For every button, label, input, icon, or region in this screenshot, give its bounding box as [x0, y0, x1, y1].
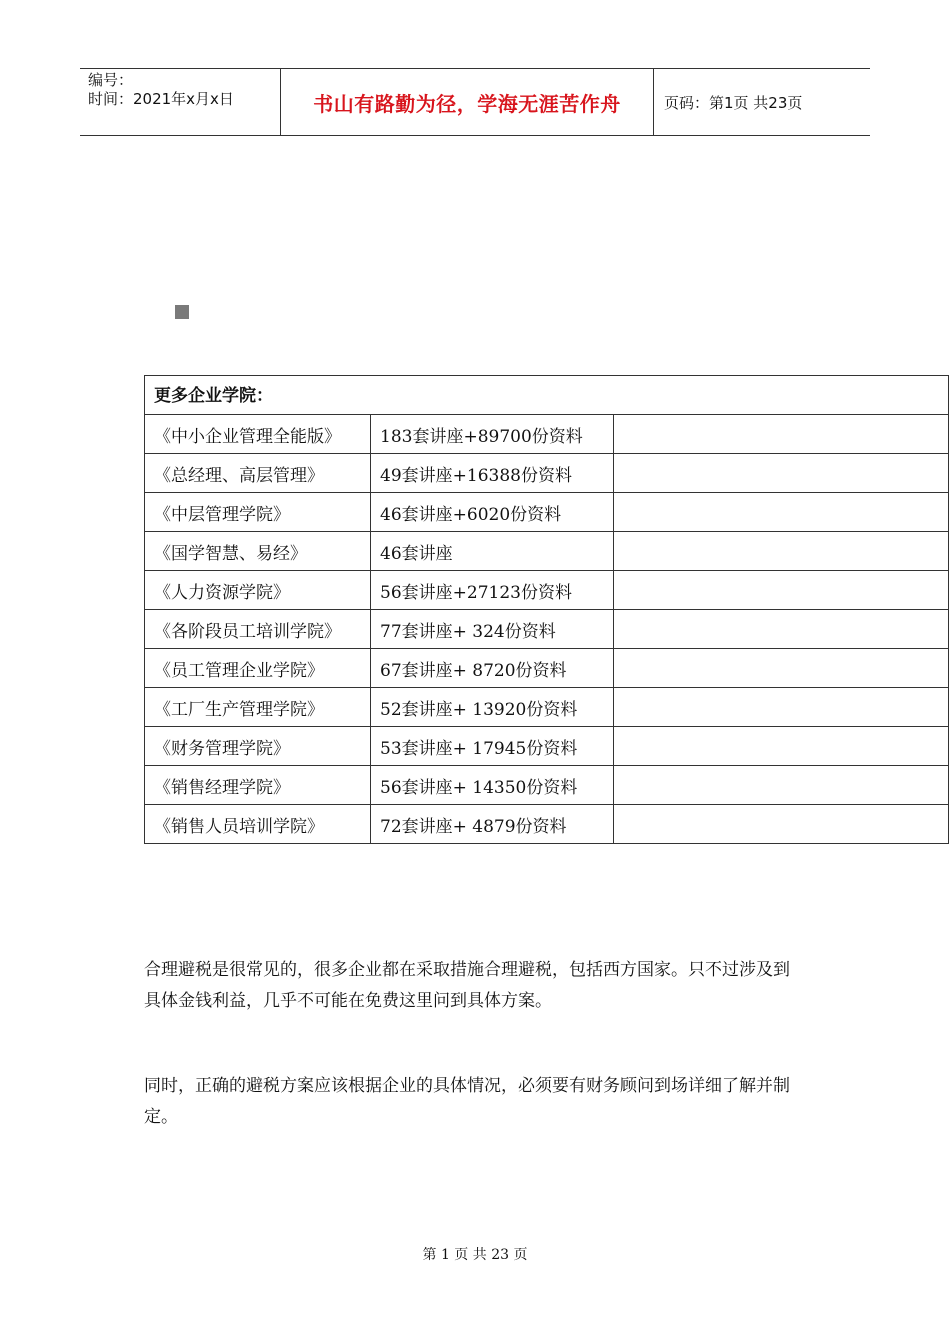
- course-extra-cell: [614, 649, 949, 688]
- course-extra-cell: [614, 571, 949, 610]
- table-row: [145, 805, 949, 844]
- course-name-cell: 《财务管理学院》: [145, 727, 371, 766]
- course-name-cell: 《各阶段员工培训学院》: [145, 610, 371, 649]
- course-desc-cell: 46套讲座: [371, 532, 614, 571]
- course-desc-cell: 52套讲座+ 13920份资料: [371, 688, 614, 727]
- course-extra-cell: [614, 454, 949, 493]
- course-extra-cell: [614, 532, 949, 571]
- course-name-cell: 《人力资源学院》: [145, 571, 371, 610]
- course-extra-cell: [614, 415, 949, 454]
- table-row: [145, 688, 949, 727]
- header-meta: [80, 69, 281, 135]
- course-desc-cell: 56套讲座+ 14350份资料: [371, 766, 614, 805]
- course-extra-cell: [614, 610, 949, 649]
- paragraph-2: 同时，正确的避税方案应该根据企业的具体情况，必须要有财务顾问到场详细了解并制定。: [144, 1076, 790, 1127]
- course-desc-cell: 46套讲座+6020份资料: [371, 493, 614, 532]
- course-extra-cell: [614, 493, 949, 532]
- course-name-cell: 《工厂生产管理学院》: [145, 688, 371, 727]
- table-row: [145, 571, 949, 610]
- course-name-cell: 《中小企业管理全能版》: [145, 415, 371, 454]
- table-row: [145, 415, 949, 454]
- table-row: [145, 610, 949, 649]
- table-row: [145, 532, 949, 571]
- paragraph-1: 合理避税是很常见的，很多企业都在采取措施合理避税，包括西方国家。只不过涉及到具体金钱利益，几乎不可能在免费这里问到具体方案。: [144, 960, 790, 1011]
- course-desc-cell: 183套讲座+89700份资料: [371, 415, 614, 454]
- course-name-cell: 《总经理、高层管理》: [145, 454, 371, 493]
- header-motto: 书山有路勤为径，学海无涯苦作舟: [281, 69, 654, 135]
- course-extra-cell: [614, 727, 949, 766]
- course-extra-cell: [614, 766, 949, 805]
- course-extra-cell: [614, 805, 949, 844]
- course-name-cell: 《销售人员培训学院》: [145, 805, 371, 844]
- course-desc-cell: 77套讲座+ 324份资料: [371, 610, 614, 649]
- table-row: [145, 727, 949, 766]
- page-footer: 第 1 页 共 23 页: [422, 1247, 528, 1263]
- courses-table: [144, 375, 949, 844]
- course-desc-cell: 53套讲座+ 17945份资料: [371, 727, 614, 766]
- course-name-cell: 《中层管理学院》: [145, 493, 371, 532]
- course-name-cell: 《销售经理学院》: [145, 766, 371, 805]
- course-desc-cell: 67套讲座+ 8720份资料: [371, 649, 614, 688]
- table-row: [145, 493, 949, 532]
- table-row: [145, 454, 949, 493]
- page-header: [80, 68, 870, 136]
- course-desc-cell: 49套讲座+16388份资料: [371, 454, 614, 493]
- course-desc-cell: 72套讲座+ 4879份资料: [371, 805, 614, 844]
- square-bullet-icon: [175, 305, 189, 319]
- table-row: [145, 649, 949, 688]
- table-row: [145, 766, 949, 805]
- header-page-info: 页码：第1页 共23页: [664, 93, 803, 112]
- table-title: 更多企业学院：: [145, 376, 949, 415]
- document-time-label: 时间：2021年x月x日: [88, 90, 234, 108]
- table-title-row: [145, 376, 949, 415]
- course-extra-cell: [614, 688, 949, 727]
- document-number-label: 编号：: [88, 71, 134, 89]
- course-name-cell: 《员工管理企业学院》: [145, 649, 371, 688]
- course-name-cell: 《国学智慧、易经》: [145, 532, 371, 571]
- course-desc-cell: 56套讲座+27123份资料: [371, 571, 614, 610]
